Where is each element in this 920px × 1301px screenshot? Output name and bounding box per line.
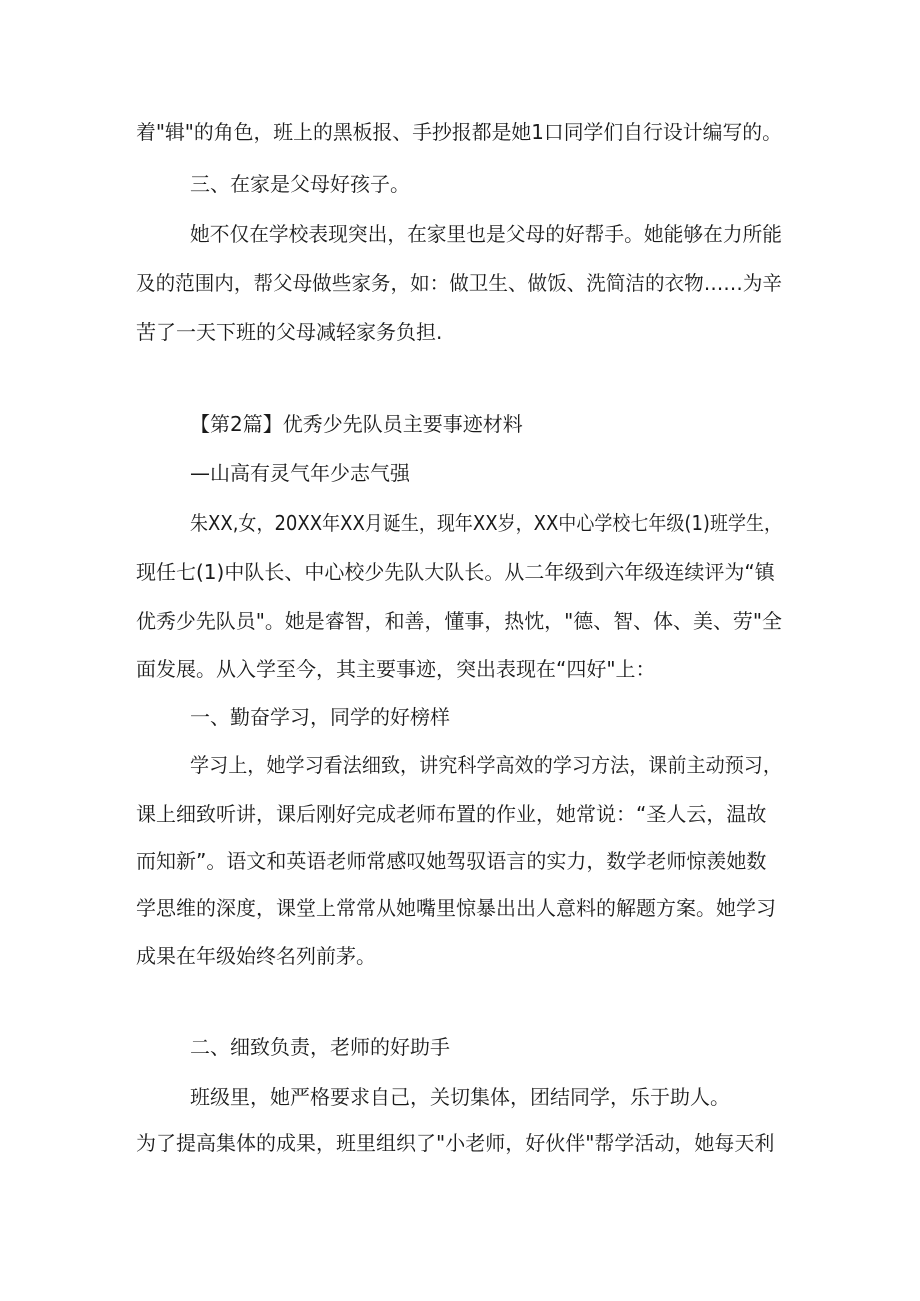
paragraph-line: 现任七(1)中队长、中心校少先队大队长。从二年级到六年级连续评为“镇 [136,560,775,584]
paragraph-line: 优秀少先队员"。她是睿智，和善，懂事，热忱，"德、智、体、美、劳"全 [136,609,782,633]
paragraph-line: 成果在年级始终名列前茅。 [136,944,376,968]
paragraph-line: 而知新”。语文和英语老师常感叹她驾驭语言的实力，数学老师惊羡她数 [136,849,767,873]
paragraph-line: 学习上，她学习看法细致，讲究科学高效的学习方法，课前主动预习， [190,753,782,777]
paragraph-line: 课上细致听讲，课后刚好完成老师布置的作业，她常说：“圣人云，温故 [136,802,767,826]
paragraph-line: 班级里，她严格要求自己，关切集体，团结同学，乐于助人。 [190,1085,730,1109]
paragraph-line: 着"辑"的角色，班上的黑板报、手抄报都是她1口同学们自行设计编写的。 [136,120,782,144]
paragraph-line: 为了提高集体的成果，班里组织了"小老师，好伙伴"帮学活动，她每天利 [136,1131,775,1155]
paragraph-line: 她不仅在学校表现突出，在家里也是父母的好帮手。她能够在力所能 [190,222,783,246]
section-heading-duty: 二、细致负责，老师的好助手 [190,1035,450,1059]
article-subtitle: —山高有灵气年少志气强 [190,461,410,485]
paragraph-line: 朱XX,女，20XX年XX月诞生，现年XX岁，XX中心学校七年级(1)班学生， [190,511,783,535]
paragraph-line: 苦了一天下班的父母减轻家务负担. [136,320,443,344]
article-title: 【第2篇】优秀少先队员主要事迹材料 [190,412,523,436]
section-heading-home: 三、在家是父母好孩子。 [190,172,410,196]
paragraph-line: 面发展。从入学至今，其主要事迹，突出表现在“四好"上： [136,657,656,681]
paragraph-line: 学思维的深度，课堂上常常从她嘴里惊暴出出人意料的解题方案。她学习 [136,896,776,920]
section-heading-study: 一、勤奋学习，同学的好榜样 [190,705,450,729]
paragraph-line: 及的范围内，帮父母做些家务，如：做卫生、做饭、洗简洁的衣物……为辛 [136,271,783,295]
